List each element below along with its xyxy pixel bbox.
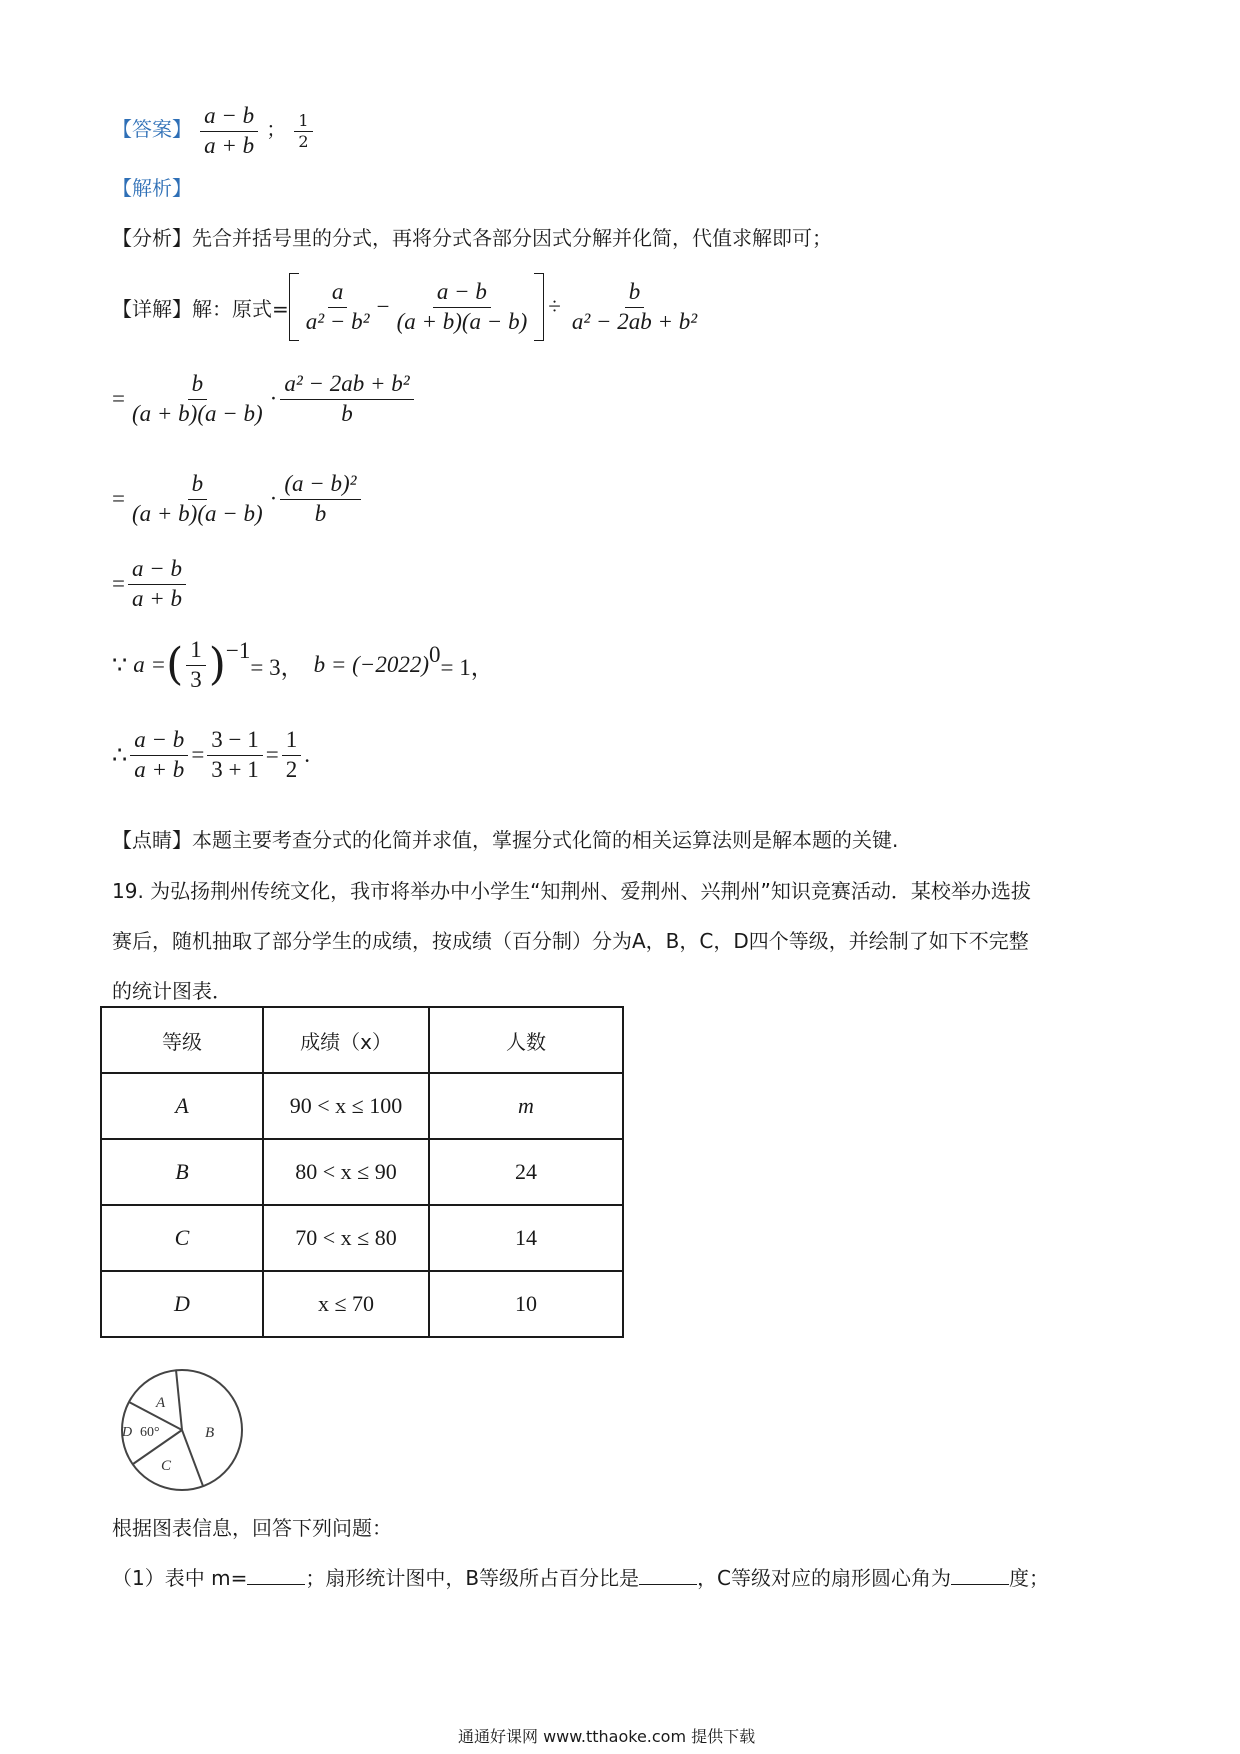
step-2-fraction-2: $\frac{\text{(a − b)²}}{b}$ (280, 470, 360, 529)
table-cell: x ≤ 70 (263, 1271, 429, 1337)
table-row (101, 1205, 623, 1271)
step-2: = $\frac{b}{(a + b)(a - b)}$ · $\frac{\text{(a − b)²}}{b}$ (112, 470, 364, 529)
detail-term-3: $\frac{b}{\text{a² − 2ab + b²}}$ (571, 278, 698, 334)
table-cell: D (101, 1271, 263, 1337)
table-cell: 90 < x ≤ 100 (263, 1073, 429, 1139)
therefore-fraction-3: $\frac{1}{2}$ (282, 726, 302, 785)
step-3: = $\frac{a - b}{a + b}$ (112, 555, 189, 614)
q19-line-1: 19. 为弘扬荆州传统文化，我市将举办中小学生“知荆州、爱荆州、兴荆州”知识竞赛活动．某校举办选拔 (112, 879, 1031, 903)
pie-chart-figure (112, 1360, 252, 1500)
q19-line-3: 的统计图表． (112, 979, 232, 1003)
detail-term-2: $\frac{a - b}{(a + b)(a - b)}$ (396, 278, 528, 334)
detail-term-1: $\frac{a}{\text{a² − b²}}$ (305, 278, 370, 334)
therefore-line: ∴ $\frac{a - b}{a + b}$ = $\frac{3 - 1}{3 + 1}$ = $\frac{1}{2}$ . (112, 726, 310, 785)
dianjing-text: 【点睛】本题主要考查分式的化简并求值，掌握分式化简的相关运算法则是解本题的关键. (112, 828, 899, 852)
pie-label-d: D (122, 1425, 133, 1440)
answer-line: 【答案】 $\frac{a - b}{a + b}$ ； $\frac{1}{2}$ (112, 102, 316, 161)
left-paren: ( (166, 639, 184, 691)
header-cell: 人数 (429, 1007, 623, 1073)
fenxi-text: 【分析】先合并括号里的分式，再将分式各部分因式分解并化简，代值求解即可； (112, 226, 832, 250)
answer-label: 【答案】 (112, 116, 192, 141)
detail-line: 【详解】解：原式= $\frac{a}{\text{a² − b²}}$ − $\frac{a - b}{(a + b)(a - b)}$ ÷ $\frac{b}{\text{a² − 2ab + b²}}$ (112, 270, 704, 344)
answer-fraction: $\frac{a - b}{a + b}$ (200, 102, 258, 161)
right-bracket (534, 273, 544, 341)
table-cell: 10 (429, 1271, 623, 1337)
table-cell: B (101, 1139, 263, 1205)
pie-label-b: B (205, 1425, 215, 1441)
therefore-fraction-1: $\frac{a - b}{a + b}$ (130, 726, 188, 785)
table-header-row (101, 1007, 623, 1073)
answer-blank (247, 1566, 305, 1585)
sub-question-1: （1）表中 m= ；扇形统计图中，B等级所占百分比是 ，C等级对应的扇形圆心角为 度； (112, 1566, 1050, 1590)
since-line: ∵ a = ( $\frac{1}{3}$ ) −1 = 3， b = (−2022) 0 = 1， (112, 636, 494, 695)
table-cell: C (101, 1205, 263, 1271)
step-3-fraction: $\frac{a - b}{a + b}$ (128, 555, 186, 614)
prompt-text: 根据图表信息，回答下列问题： (112, 1516, 392, 1540)
table-row (101, 1139, 623, 1205)
footer: 通通好课网 www.tthaoke.com 提供下载 (458, 1727, 756, 1746)
table-row (101, 1073, 623, 1139)
header-cell: 等级 (101, 1007, 263, 1073)
pie-label-c: C (161, 1458, 172, 1474)
right-paren: ) (208, 639, 226, 691)
answer-blank (639, 1566, 697, 1585)
table-cell: 70 < x ≤ 80 (263, 1205, 429, 1271)
pie-divider-a-b (176, 1370, 182, 1430)
answer-blank (951, 1566, 1009, 1585)
step-1-fraction-2: $\frac{\text{a² − 2ab + b²}}{b}$ (280, 370, 413, 429)
since-inner-fraction: $\frac{1}{3}$ (186, 636, 206, 695)
step-1: = $\frac{b}{(a + b)(a - b)}$ · $\frac{\text{a² − 2ab + b²}}{b}$ (112, 370, 417, 429)
table-cell: 24 (429, 1139, 623, 1205)
grade-table (100, 1006, 624, 1338)
answer-value: $\frac{1}{2}$ (294, 111, 312, 152)
step-1-fraction-1: $\frac{b}{(a + b)(a - b)}$ (131, 371, 263, 426)
pie-label-a: A (156, 1395, 166, 1411)
table-cell: A (101, 1073, 263, 1139)
table-cell: m (429, 1073, 623, 1139)
table-cell: 80 < x ≤ 90 (263, 1139, 429, 1205)
left-bracket (289, 273, 299, 341)
step-2-fraction-1: $\frac{b}{(a + b)(a - b)}$ (131, 471, 263, 526)
therefore-fraction-2: $\frac{3 - 1}{3 + 1}$ (207, 726, 262, 785)
q19-line-2: 赛后，随机抽取了部分学生的成绩，按成绩（百分制）分为A，B，C，D四个等级，并绘制了如下不完整 (112, 929, 1029, 953)
detail-label: 【详解】解：原式= (112, 296, 289, 321)
pie-angle-label: 60° (140, 1425, 160, 1440)
table-row (101, 1271, 623, 1337)
pie-divider-b-c (182, 1430, 203, 1486)
header-cell: 成绩（x） (263, 1007, 429, 1073)
analysis-label: 【解析】 (112, 176, 192, 200)
table-cell: 14 (429, 1205, 623, 1271)
